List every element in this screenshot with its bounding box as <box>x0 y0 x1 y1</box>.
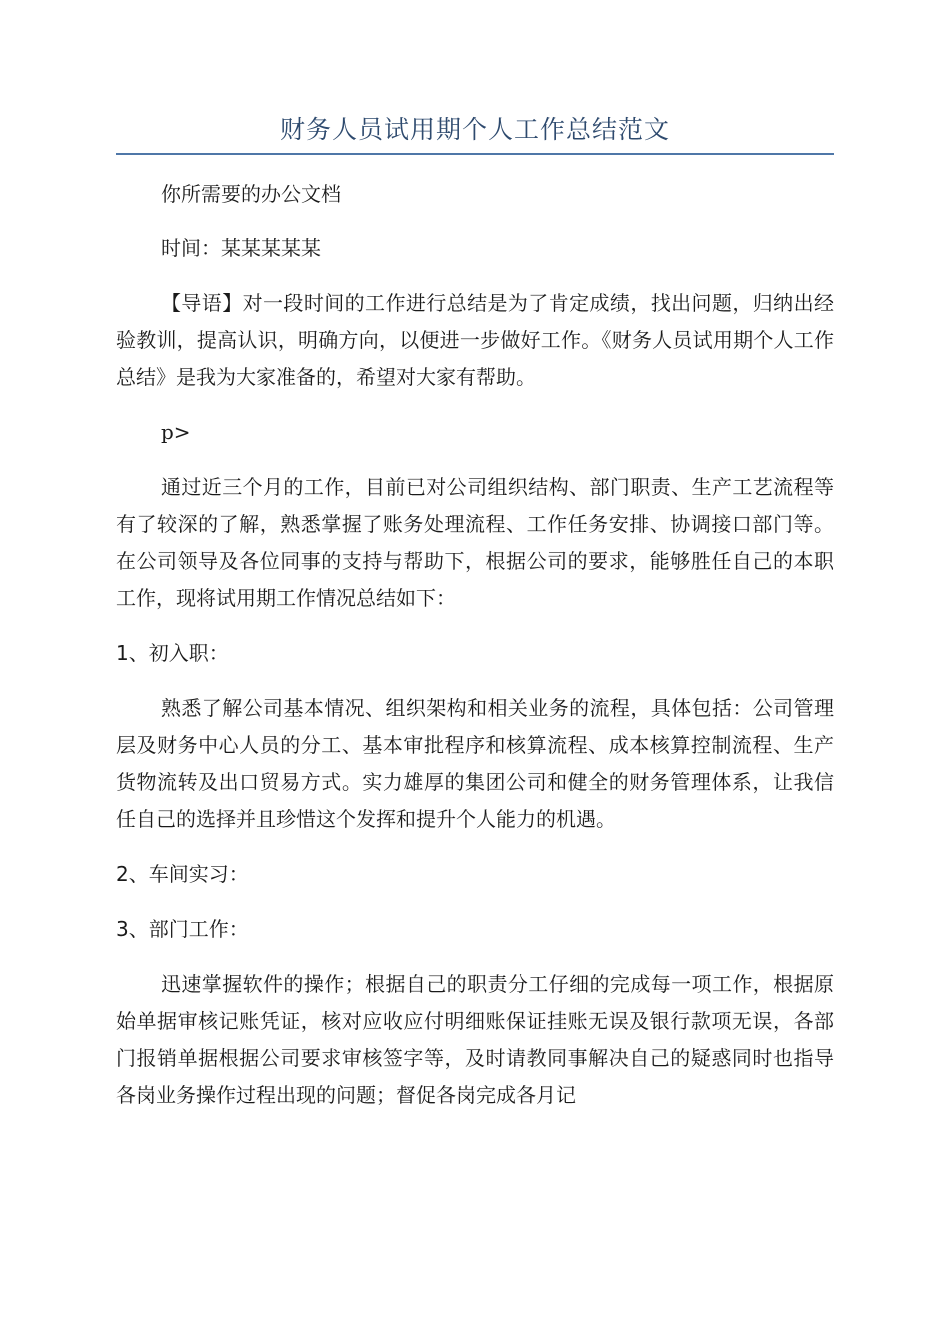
subtitle-paragraph: 你所需要的办公文档 <box>161 182 341 206</box>
section-heading-1 <box>116 635 834 672</box>
section-number: 1、 <box>116 641 149 665</box>
section-title: 车间实习： <box>148 862 249 886</box>
stray-tag-paragraph: p> <box>161 420 191 444</box>
time-paragraph: 时间：某某某某某 <box>161 236 321 260</box>
section-number: 3、 <box>116 917 149 941</box>
overview-paragraph: 通过近三个月的工作，目前已对公司组织结构、部门职责、生产工艺流程等有了较深的了解，熟悉掌握了账务处理流程、工作任务安排、协调接口部门等。在公司领导及各位同事的支持与帮助下，根据公司的要求，能够胜任自己的本职工作，现将试用期工作情况总结如下： <box>116 475 834 610</box>
title-underline <box>116 153 834 155</box>
document-title: 财务人员试用期个人工作总结范文 <box>279 115 670 144</box>
section-heading-2 <box>116 856 834 893</box>
section-heading-3 <box>116 911 834 948</box>
section-title: 部门工作： <box>148 917 249 941</box>
document-body <box>116 176 834 1114</box>
intro-paragraph: 【导语】对一段时间的工作进行总结是为了肯定成绩，找出问题，归纳出经验教训，提高认识，明确方向，以便进一步做好工作。《财务人员试用期个人工作总结》是我为大家准备的，希望对大家有帮助。 <box>116 291 834 389</box>
section-1-paragraph: 熟悉了解公司基本情况、组织架构和相关业务的流程，具体包括：公司管理层及财务中心人员的分工、基本审批程序和核算流程、成本核算控制流程、生产货物流转及出口贸易方式。实力雄厚的集团公司和健全的财务管理体系，让我信任自己的选择并且珍惜这个发挥和提升个人能力的机遇。 <box>116 696 834 831</box>
section-title: 初入职： <box>148 641 229 665</box>
section-3-paragraph: 迅速掌握软件的操作；根据自己的职责分工仔细的完成每一项工作，根据原始单据审核记账凭证，核对应收应付明细账保证挂账无误及银行款项无误，各部门报销单据根据公司要求审核签字等，及时请教同事解决自己的疑惑同时也指导各岗业务操作过程出现的问题；督促各岗完成各月记 <box>116 972 834 1107</box>
section-number: 2、 <box>116 862 149 886</box>
